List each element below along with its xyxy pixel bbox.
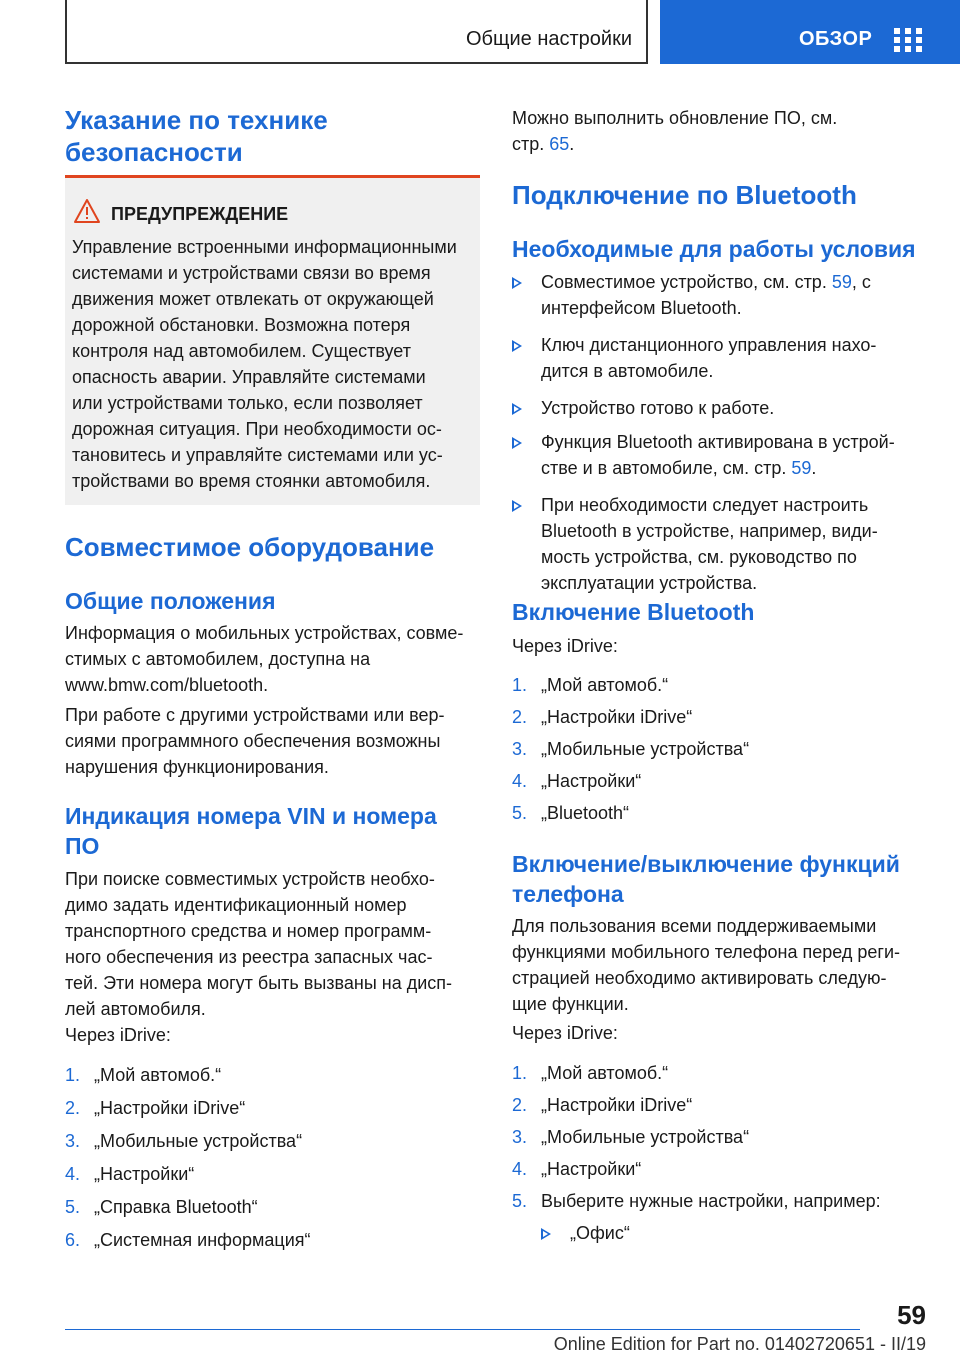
warning-line: тройствами во время стоянки автомобиля.	[72, 471, 431, 491]
step-number: 4.	[65, 1164, 81, 1184]
text-line: щие функции.	[512, 994, 629, 1014]
step-number: 1.	[512, 1063, 528, 1083]
text-line: транспортного средства и номер программ-	[65, 921, 432, 941]
step-text: „Настройки“	[541, 1159, 642, 1179]
list-item	[512, 1188, 932, 1220]
via-idrive-label: Через iDrive:	[512, 636, 618, 656]
text-line	[512, 131, 932, 157]
text-line: стимых с автомобилем, доступна на	[65, 649, 371, 669]
step-text: „Мобильные устройства“	[94, 1131, 303, 1151]
requirements-heading: Необходимые для работы условия	[512, 236, 916, 262]
warning-line: опасность аварии. Управляйте системами	[72, 367, 426, 387]
warning-line: Управление встроенными информационными	[72, 237, 457, 257]
text-line: Информация о мобильных устройствах, совме-	[65, 623, 464, 643]
text-fragment: Bluetooth в устройстве, например, види-	[541, 521, 878, 541]
list-item	[65, 1095, 480, 1128]
warning-line: дорожная ситуация. При необходимости ос-	[72, 419, 442, 439]
step-number: 5.	[65, 1197, 81, 1217]
via-idrive-label: Через iDrive:	[512, 1023, 618, 1043]
text-fragment: , с	[851, 272, 871, 292]
warning-line: дорожной обстановки. Возможна потеря	[72, 315, 411, 335]
bullet-triangle-icon	[541, 1228, 551, 1240]
step-number: 2.	[512, 707, 528, 727]
step-text: „Мой автомоб.“	[541, 1063, 669, 1083]
warning-title: ПРЕДУПРЕЖДЕНИЕ	[111, 204, 289, 224]
sub-item-text: „Офис“	[570, 1223, 630, 1243]
general-heading: Общие положения	[65, 588, 276, 614]
text-fragment: мость устройства, см. руководство по	[541, 547, 857, 567]
safety-heading-text: Указание по технике безопасности	[65, 105, 328, 167]
text-fragment: Устройство готово к работе.	[541, 398, 775, 418]
step-text: „Настройки“	[541, 771, 642, 791]
list-item	[512, 492, 932, 602]
text-fragment: Совместимое устройство, см. стр.	[541, 272, 832, 292]
bullet-triangle-icon	[512, 437, 522, 449]
step-text: „Системная информация“	[94, 1230, 311, 1250]
step-number: 4.	[512, 771, 528, 791]
step-text: Выберите нужные настройки, например:	[541, 1191, 881, 1211]
text-fragment: При необходимости следует настроить	[541, 495, 869, 515]
sub-list-item	[541, 1220, 932, 1252]
step-text: „Настройки iDrive“	[541, 1095, 693, 1115]
text-line: нарушения функционирования.	[65, 757, 329, 777]
vin-heading	[65, 801, 437, 861]
edition-footer: Online Edition for Part no. 01402720651 - II/19	[553, 1334, 926, 1354]
via-idrive-label: Через iDrive:	[65, 1025, 171, 1045]
step-number: 6.	[65, 1230, 81, 1250]
footer-divider	[65, 1329, 860, 1330]
list-item	[65, 1194, 480, 1227]
step-text: „Bluetooth“	[541, 803, 630, 823]
bullet-triangle-icon	[512, 277, 522, 289]
text-line: страцией необходимо активировать следую-	[512, 968, 887, 988]
text-line: При поиске совместимых устройств необхо-	[65, 869, 435, 889]
list-item	[65, 1161, 480, 1194]
text-line: ного обеспечения из реестра запасных час-	[65, 947, 433, 967]
bluetooth-heading: Подключение по Bluetooth	[512, 180, 857, 210]
phone-functions-heading	[512, 849, 900, 909]
text-line: функциями мобильного телефона перед реги-	[512, 942, 900, 962]
text-fragment: Ключ дистанционного управления нахо-	[541, 335, 877, 355]
step-number: 3.	[512, 739, 528, 759]
update-paragraph	[512, 105, 932, 157]
list-item	[512, 269, 932, 332]
warning-line: или устройствами только, если позволяет	[72, 393, 423, 413]
section-title: Общие настройки	[466, 28, 632, 50]
text-line: тей. Эти номера могут быть вызваны на дисп-	[65, 973, 453, 993]
page-link[interactable]: 59	[791, 458, 812, 478]
text-fragment: .	[569, 134, 575, 154]
phone-paragraph	[512, 913, 932, 1017]
text-line: лей автомобиля.	[65, 999, 206, 1019]
text-line: Для пользования всеми поддерживаемыми	[512, 916, 877, 936]
step-number: 1.	[65, 1065, 81, 1085]
vin-steps-list	[65, 1062, 480, 1260]
step-number: 2.	[512, 1095, 528, 1115]
vin-heading-line: ПО	[65, 833, 100, 859]
text-fragment: .	[811, 458, 817, 478]
bluetooth-steps-list	[512, 672, 932, 832]
vin-paragraph	[65, 866, 480, 1022]
list-item	[65, 1227, 480, 1260]
warning-line: движения может отвлекать от окружающей	[72, 289, 434, 309]
step-text: „Мой автомоб.“	[541, 675, 669, 695]
text-line: сиями программного обеспечения возможны	[65, 731, 441, 751]
chapter-label: ОБЗОР	[799, 28, 873, 50]
list-item	[512, 429, 932, 492]
grid-icon	[894, 28, 922, 52]
warning-line: системами и устройствами связи во время	[72, 263, 431, 283]
item-text	[541, 429, 932, 481]
step-text: „Мобильные устройства“	[541, 739, 750, 759]
text-fragment: эксплуатации устройства.	[541, 573, 758, 593]
list-item	[512, 672, 932, 704]
warning-box	[65, 175, 480, 505]
step-text: „Мобильные устройства“	[541, 1127, 750, 1147]
step-number: 3.	[65, 1131, 81, 1151]
text-line: При работе с другими устройствами или вер-	[65, 705, 445, 725]
vin-heading-line: Индикация номера VIN и номера	[65, 803, 437, 829]
list-item	[512, 1060, 932, 1092]
list-item	[512, 736, 932, 768]
step-number: 2.	[65, 1098, 81, 1118]
step-number: 3.	[512, 1127, 528, 1147]
step-number: 5.	[512, 1191, 528, 1211]
list-item	[65, 1128, 480, 1161]
general-paragraph-2	[65, 702, 480, 780]
warning-triangle-icon	[73, 198, 101, 224]
warning-text	[72, 234, 476, 494]
bullet-triangle-icon	[512, 340, 522, 352]
bluetooth-url-link[interactable]: www.bmw.com/bluetooth.	[65, 675, 269, 695]
page-number: 59	[897, 1300, 926, 1330]
text-fragment: интерфейсом Bluetooth.	[541, 298, 742, 318]
step-number: 4.	[512, 1159, 528, 1179]
list-item	[65, 1062, 480, 1095]
header-section-box	[65, 0, 648, 64]
chapter-tab[interactable]	[660, 0, 960, 64]
item-text	[541, 492, 932, 596]
general-paragraph-1	[65, 620, 480, 698]
warning-line: контроля над автомобилем. Существует	[72, 341, 411, 361]
list-item	[512, 768, 932, 800]
requirements-list	[512, 269, 932, 602]
step-text: „Настройки“	[94, 1164, 195, 1184]
step-text: „Настройки iDrive“	[94, 1098, 246, 1118]
phone-steps-list	[512, 1060, 932, 1252]
warning-line: тановитесь и управляйте системами или ус-	[72, 445, 443, 465]
heading-line: телефона	[512, 881, 624, 907]
list-item	[512, 800, 932, 832]
bullet-triangle-icon	[512, 500, 522, 512]
text-line: Можно выполнить обновление ПО, см.	[512, 108, 838, 128]
list-item	[512, 1092, 932, 1124]
step-text: „Мой автомоб.“	[94, 1065, 222, 1085]
list-item	[512, 332, 932, 395]
text-fragment: стве и в автомобиле, см. стр.	[541, 458, 792, 478]
list-item	[512, 704, 932, 736]
item-text	[541, 332, 932, 384]
item-text	[541, 269, 932, 321]
step-text: „Настройки iDrive“	[541, 707, 693, 727]
step-number: 1.	[512, 675, 528, 695]
bluetooth-on-heading: Включение Bluetooth	[512, 599, 755, 625]
step-text: „Справка Bluetooth“	[94, 1197, 258, 1217]
heading-line: Включение/выключение функций	[512, 851, 900, 877]
text-fragment: дится в автомобиле.	[541, 361, 714, 381]
text-fragment: стр.	[512, 134, 550, 154]
page-link[interactable]: 59	[831, 272, 852, 292]
list-item	[512, 395, 932, 429]
list-item	[512, 1156, 932, 1188]
item-text	[541, 395, 932, 421]
list-item	[512, 1124, 932, 1156]
page-link[interactable]: 65	[549, 134, 570, 154]
step-number: 5.	[512, 803, 528, 823]
text-line: димо задать идентификационный номер	[65, 895, 407, 915]
safety-heading	[65, 104, 465, 168]
compat-heading: Совместимое оборудование	[65, 532, 435, 562]
bullet-triangle-icon	[512, 403, 522, 415]
text-fragment: Функция Bluetooth активирована в устрой-	[541, 432, 895, 452]
